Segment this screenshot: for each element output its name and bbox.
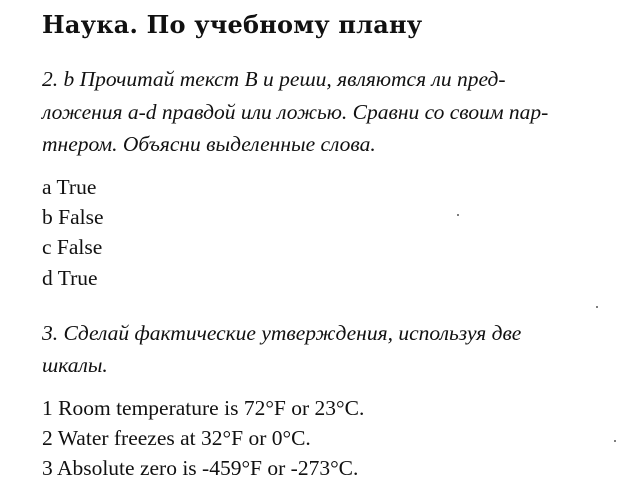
scan-speck: [596, 306, 598, 308]
page-title: Наука. По учебному плану: [42, 10, 423, 39]
fact-3: 3 Absolute zero is -459°F or -273°C.: [42, 456, 359, 480]
answer-b: b False: [42, 205, 104, 229]
exercise-2-instruction-line-1: 2. b Прочитай текст B и реши, являются ли пред-: [42, 67, 506, 91]
answer-a: a True: [42, 175, 97, 199]
scan-speck: [457, 214, 459, 216]
exercise-3-instruction-line-2: шкалы.: [42, 353, 108, 377]
scan-speck: [614, 440, 616, 442]
exercise-2-instruction-line-3: тнером. Объясни выделенные слова.: [42, 132, 376, 156]
exercise-3-instruction-line-1: 3. Сделай фактические утверждения, используя две: [42, 321, 522, 345]
fact-1: 1 Room temperature is 72°F or 23°C.: [42, 396, 365, 420]
answer-d: d True: [42, 266, 98, 290]
exercise-2-instruction-line-2: ложения a-d правдой или ложью. Сравни со своим пар-: [42, 100, 549, 124]
fact-2: 2 Water freezes at 32°F or 0°C.: [42, 426, 311, 450]
answer-c: c False: [42, 235, 103, 259]
